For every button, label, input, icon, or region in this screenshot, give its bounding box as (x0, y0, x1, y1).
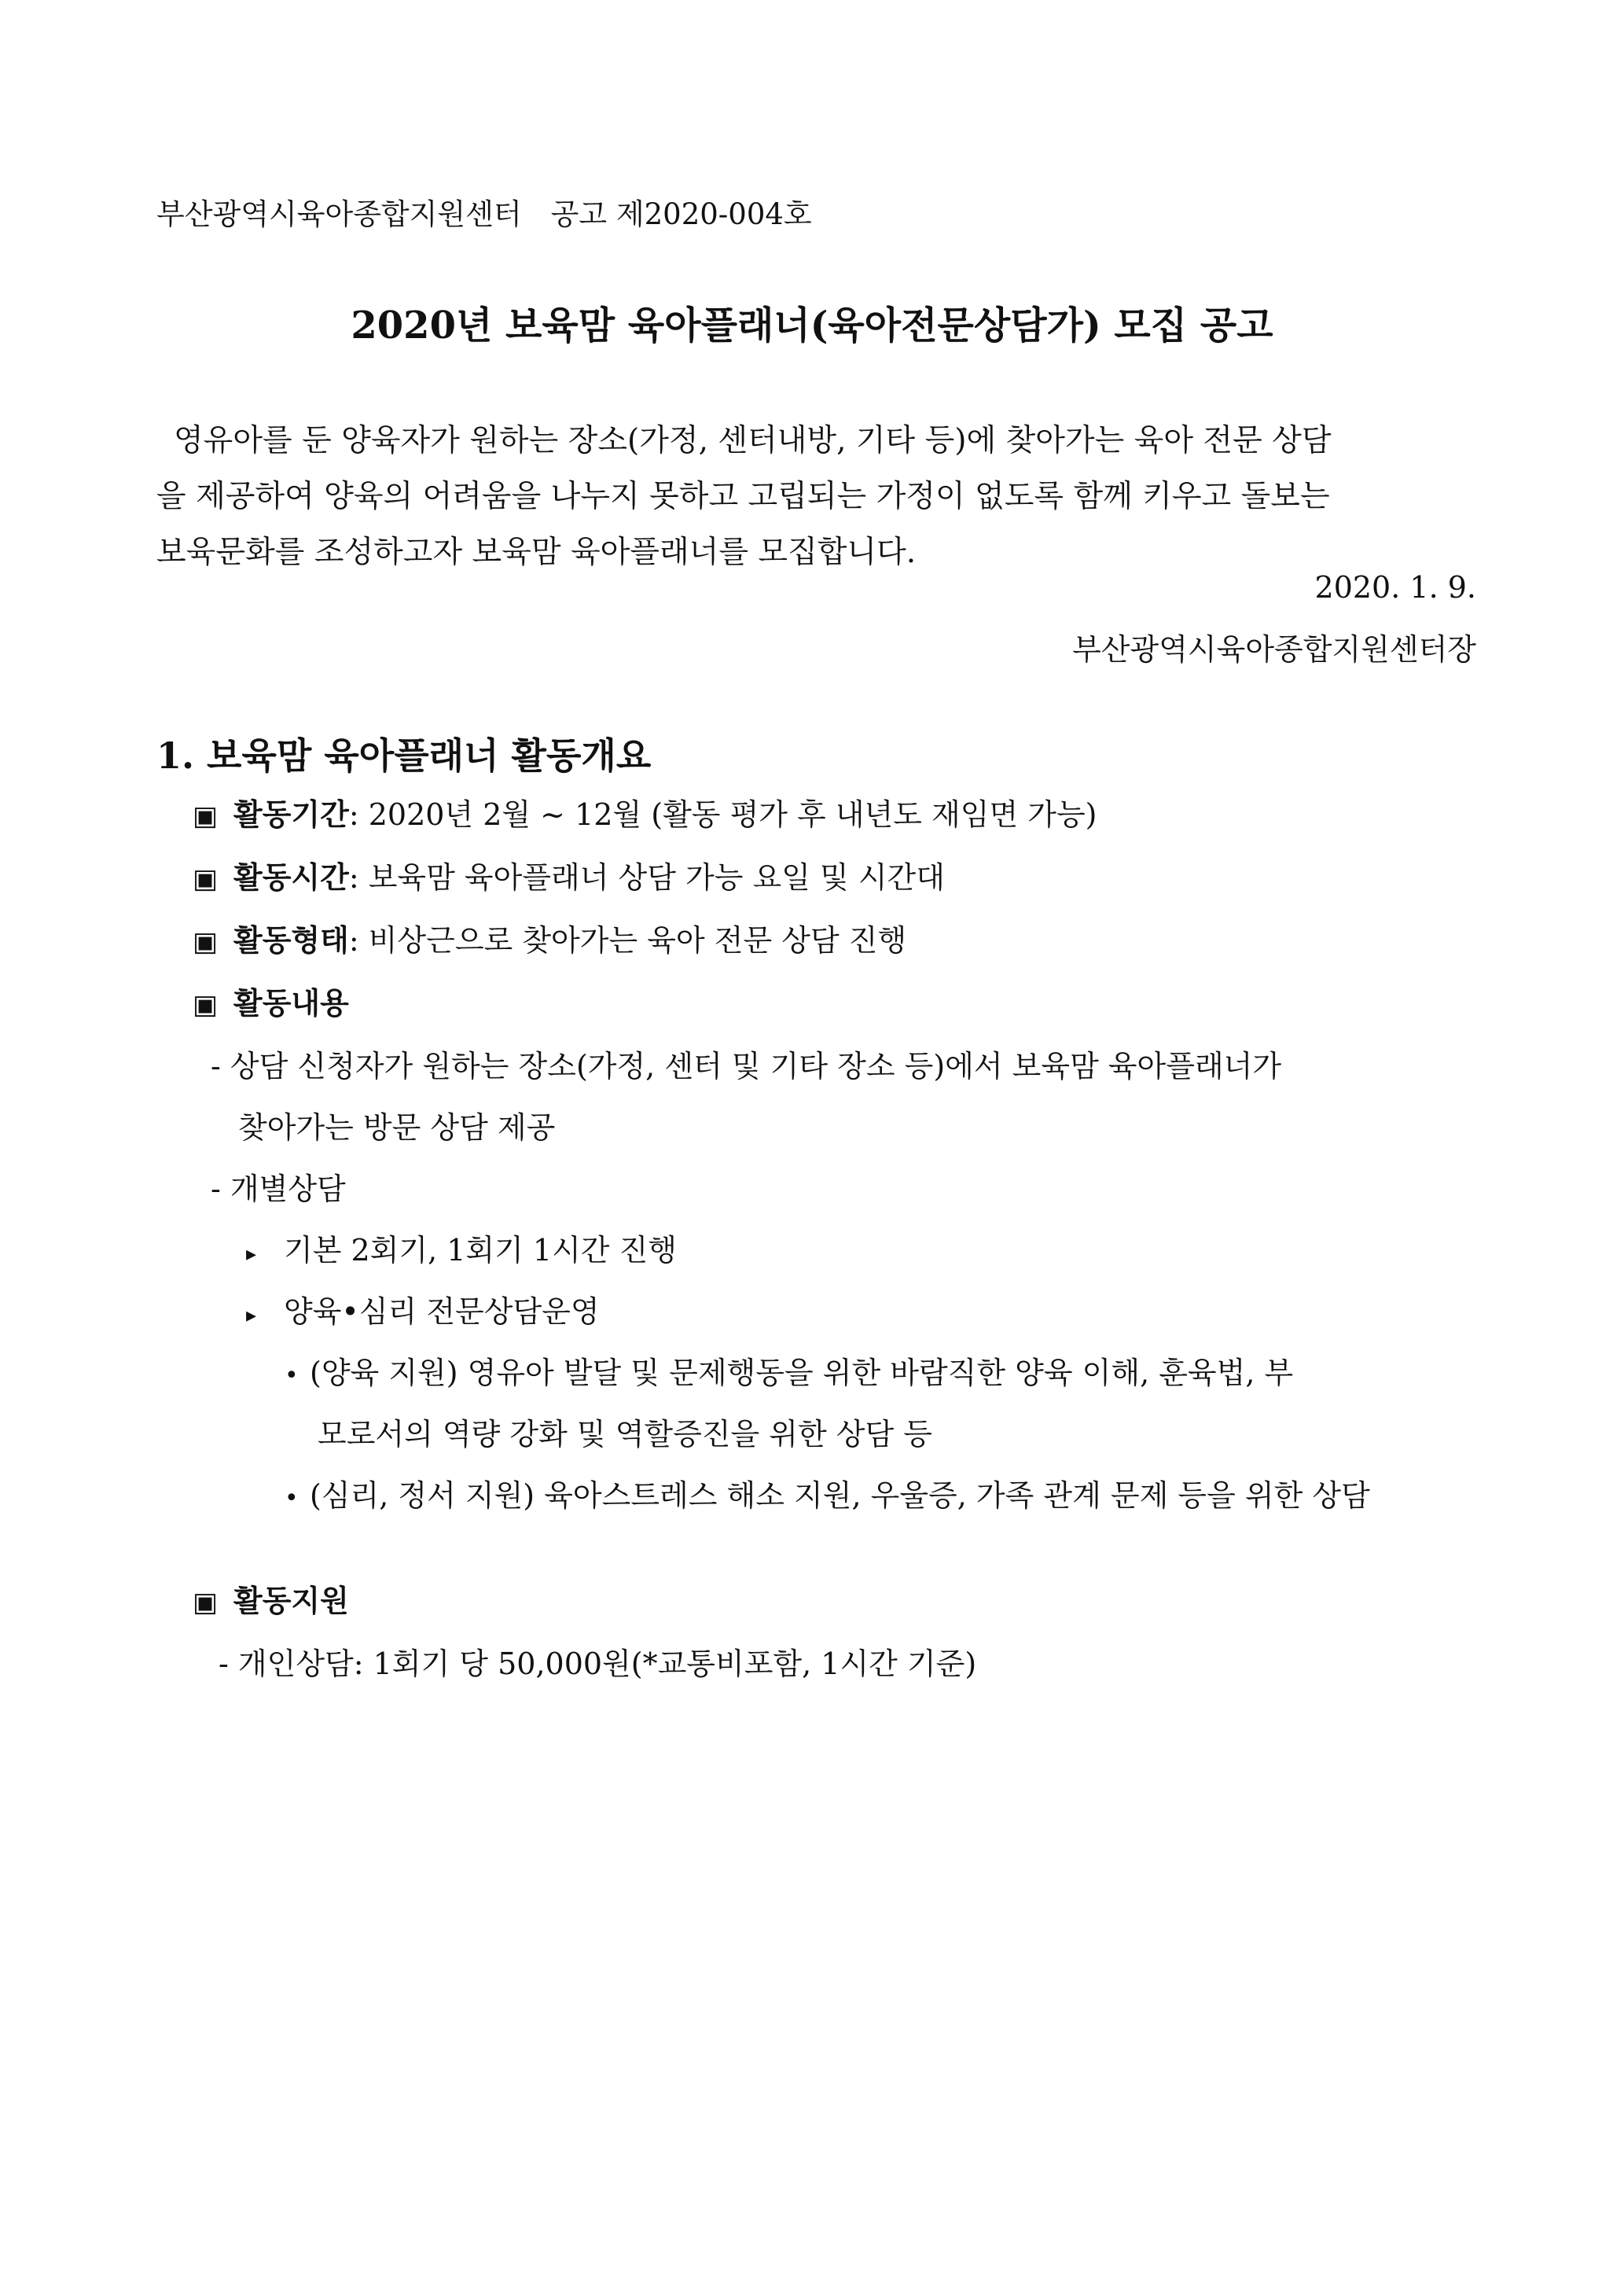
item-activity-support (193, 1577, 349, 1620)
item-activity-content (193, 979, 349, 1022)
triangle-bullet-icon: ▸ (246, 1304, 257, 1327)
item-label: 활동형태 (233, 922, 349, 958)
content-dash1-line2: 찾아가는 방문 상담 제공 (238, 1110, 556, 1145)
intro-line-1: 영유아를 둔 양육자가 원하는 장소(가정, 센터내방, 기타 등)에 찾아가는 육아 전문 상담 (174, 423, 1332, 458)
item-label: 활동시간 (233, 859, 349, 895)
triangle-bullet-icon: ▸ (246, 1242, 257, 1266)
item-text: : 2020년 2월 ~ 12월 (활동 평가 후 내년도 재임면 가능) (348, 797, 1097, 832)
content-dot1-line1: • (양육 지원) 영유아 발달 및 문제행동을 위한 바람직한 양육 이해, 훈육법, 부 (285, 1356, 1294, 1390)
item-activity-period (193, 790, 1097, 833)
announcement-date: 2020. 1. 9. (1314, 570, 1476, 605)
content-tri1: ▸ 기본 2회기, 1회기 1시간 진행 (246, 1233, 678, 1268)
issuer-name: 부산광역시육아종합지원센터장 (1072, 632, 1476, 667)
intro-paragraph (156, 413, 1477, 580)
support-line: - 개인상담: 1회기 당 50,000원(*교통비포함, 1시간 기준) (219, 1647, 977, 1681)
intro-line-2: 을 제공하여 양육의 어려움을 나누지 못하고 고립되는 가정이 없도록 함께 키우고 돌보는 (156, 479, 1330, 514)
square-marker-icon: ▣ (193, 1587, 219, 1618)
content-dot1-line2: 모로서의 역량 강화 및 역할증진을 위한 상담 등 (318, 1417, 933, 1452)
intro-line-3: 보육문화를 조성하고자 보육맘 육아플래너를 모집합니다. (156, 535, 917, 570)
square-marker-icon: ▣ (193, 989, 219, 1021)
content-dash2: - 개별상담 (211, 1172, 346, 1206)
dot-bullet-icon: • (285, 1485, 299, 1512)
item-label: 활동지원 (233, 1583, 349, 1618)
section-heading: 1. 보육맘 육아플래너 활동개요 (156, 734, 652, 777)
square-marker-icon: ▣ (193, 863, 219, 895)
item-label: 활동내용 (233, 985, 349, 1021)
content-dash1-line1: - 상담 신청자가 원하는 장소(가정, 센터 및 기타 장소 등)에서 보육맘 육아플래너가 (211, 1049, 1282, 1084)
content-tri2: ▸ 양육•심리 전문상담운영 (246, 1294, 600, 1329)
dot-bullet-icon: • (285, 1362, 299, 1389)
item-activity-time (193, 853, 945, 896)
square-marker-icon: ▣ (193, 800, 219, 832)
item-label: 활동기간 (233, 797, 349, 832)
item-activity-type (193, 916, 906, 959)
document-number: 부산광역시육아종합지원센터 공고 제2020-004호 (156, 197, 812, 231)
item-text: : 비상근으로 찾아가는 육아 전문 상담 진행 (348, 923, 907, 958)
document-title: 2020년 보육맘 육아플래너(육아전문상담가) 모집 공고 (351, 304, 1273, 348)
square-marker-icon: ▣ (193, 926, 219, 958)
content-dot2: • (심리, 정서 지원) 육아스트레스 해소 지원, 우울증, 가족 관계 문제 등을 위한 상담 (285, 1478, 1370, 1513)
item-text: : 보육맘 육아플래너 상담 가능 요일 및 시간대 (348, 860, 945, 895)
